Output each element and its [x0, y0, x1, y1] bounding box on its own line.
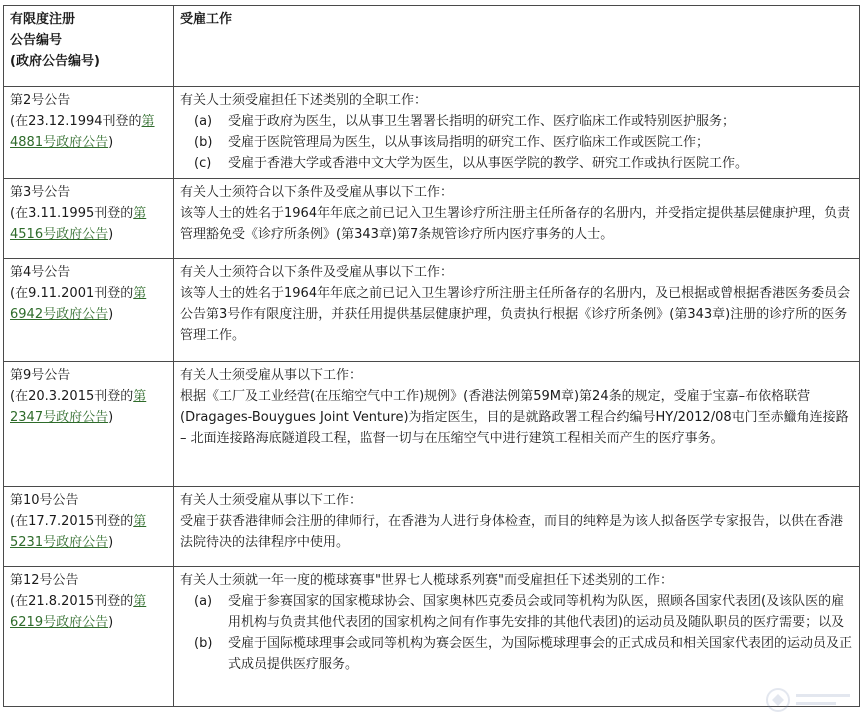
notice-cell — [4, 567, 174, 707]
registration-table — [3, 5, 860, 707]
table-row — [4, 87, 860, 179]
item-list — [180, 591, 853, 675]
notice-number: 第4号公告 — [10, 265, 71, 280]
notice-number: 第9号公告 — [10, 368, 71, 383]
gazette-suffix: ) — [108, 615, 114, 630]
notice-number: 第2号公告 — [10, 93, 71, 108]
employment-body: 该等人士的姓名于1964年年底之前已记入卫生署诊疗所注册主任所备存的名册内，及已根据或曾根据香港医务委员会公告第3号作有限度注册，并获任用提供基层健康护理，负责执行根据《诊疗所条例》(第343章)注册的诊疗所的医务管理工作。 — [180, 286, 851, 343]
header-line: 有限度注册 — [10, 12, 76, 27]
gazette-link[interactable]: 第5231号政府公告 — [10, 514, 147, 550]
employment-body: 该等人士的姓名于1964年年底之前已记入卫生署诊疗所注册主任所备存的名册内，并受指定提供基层健康护理，负责管理豁免受《诊疗所条例》(第343章)第7条规管诊疗所内医疗事务的人士。 — [180, 206, 851, 242]
gazette-link[interactable]: 第4881号政府公告 — [10, 114, 155, 150]
notice-cell — [4, 362, 174, 487]
employment-intro: 有关人士须受雇从事以下工作： — [180, 493, 363, 508]
item-text: 受雇于香港大学或香港中文大学为医生，以从事医学院的教学、研究工作或执行医院工作。 — [228, 156, 749, 171]
list-item — [180, 111, 853, 132]
header-employment: 受雇工作 — [174, 6, 860, 87]
employment-cell — [174, 259, 860, 362]
list-item — [180, 132, 853, 153]
gazette-link[interactable]: 第6942号政府公告 — [10, 286, 147, 322]
notice-cell — [4, 87, 174, 179]
item-text: 受雇于国际榄球理事会或同等机构为赛会医生，为国际榄球理事会的正式成员和相关国家代表团的运动员及正式成员提供医疗服务。 — [228, 636, 853, 672]
employment-body: 受雇于获香港律师会注册的律师行，在香港为人进行身体检查，而目的纯粹是为该人拟备医学专家报告，以供在香港法院待决的法律程序中使用。 — [180, 514, 844, 550]
employment-cell — [174, 487, 860, 567]
employment-cell — [174, 567, 860, 707]
notice-cell — [4, 259, 174, 362]
table-header-row — [4, 6, 860, 87]
gazette-suffix: ) — [108, 227, 114, 242]
employment-body: 根据《工厂及工业经营(在压缩空气中工作)规例》(香港法例第59M章)第24条的规定，受雇于宝嘉–布依格联营(Dragages-Bouygues Joint Venture)为指定医生，目的是就路政署工程合约编号HY/2012/08屯门至赤鱲角连接路 – 北面连接路海底隧道段工程，监督一切与在压缩空气中进行建筑工程相关而产生的医疗事务。 — [180, 389, 849, 446]
gazette-suffix: ) — [108, 135, 114, 150]
item-label: (b) — [194, 636, 213, 651]
notice-cell — [4, 487, 174, 567]
header-line: 公告编号 — [10, 33, 63, 48]
list-item — [180, 153, 853, 174]
item-text: 受雇于医院管理局为医生，以从事该局指明的研究工作、医疗临床工作或医院工作； — [228, 135, 710, 150]
employment-intro: 有关人士须就一年一度的榄球赛事"世界七人榄球系列赛"而受雇担任下述类别的工作： — [180, 573, 673, 588]
gazette-prefix: (在3.11.1995刊登的 — [10, 206, 134, 221]
gazette-suffix: ) — [108, 535, 114, 550]
gazette-prefix: (在21.8.2015刊登的 — [10, 594, 134, 609]
list-item — [180, 633, 853, 675]
notice-number: 第12号公告 — [10, 573, 79, 588]
item-label: (a) — [194, 114, 213, 129]
header-notice-number — [4, 6, 174, 87]
gazette-suffix: ) — [108, 307, 114, 322]
list-item — [180, 591, 853, 633]
item-label: (b) — [194, 135, 213, 150]
table-row — [4, 362, 860, 487]
notice-number: 第3号公告 — [10, 185, 71, 200]
item-text: 受雇于参赛国家的国家榄球协会、国家奥林匹克委员会或同等机构为队医，照顾各国家代表团(及该队医的雇用机构与负责其他代表团的国家机构之间有作事先安排的其他代表团)的运动员及随队职员的医疗需要；以及 — [228, 594, 845, 630]
table-row — [4, 487, 860, 567]
gazette-link[interactable]: 第2347号政府公告 — [10, 389, 147, 425]
header-line: (政府公告编号) — [10, 54, 100, 69]
gazette-suffix: ) — [108, 410, 114, 425]
gazette-link[interactable]: 第4516号政府公告 — [10, 206, 147, 242]
table-row — [4, 567, 860, 707]
gazette-prefix: (在9.11.2001刊登的 — [10, 286, 134, 301]
notice-cell — [4, 179, 174, 259]
item-text: 受雇于政府为医生，以从事卫生署署长指明的研究工作、医疗临床工作或特别医护服务； — [228, 114, 736, 129]
item-label: (c) — [194, 156, 212, 171]
table-row — [4, 259, 860, 362]
employment-intro: 有关人士须受雇担任下述类别的全职工作： — [180, 93, 428, 108]
employment-cell — [174, 179, 860, 259]
table-row — [4, 179, 860, 259]
gazette-prefix: (在20.3.2015刊登的 — [10, 389, 134, 404]
employment-intro: 有关人士须符合以下条件及受雇从事以下工作： — [180, 185, 454, 200]
employment-intro: 有关人士须符合以下条件及受雇从事以下工作： — [180, 265, 454, 280]
employment-cell — [174, 87, 860, 179]
item-label: (a) — [194, 594, 213, 609]
watermark-icon — [764, 686, 856, 714]
employment-intro: 有关人士须受雇从事以下工作： — [180, 368, 363, 383]
gazette-prefix: (在17.7.2015刊登的 — [10, 514, 134, 529]
notice-number: 第10号公告 — [10, 493, 79, 508]
gazette-prefix: (在23.12.1994刊登的 — [10, 114, 142, 129]
gazette-link[interactable]: 第6219号政府公告 — [10, 594, 147, 630]
item-list — [180, 111, 853, 174]
employment-cell — [174, 362, 860, 487]
